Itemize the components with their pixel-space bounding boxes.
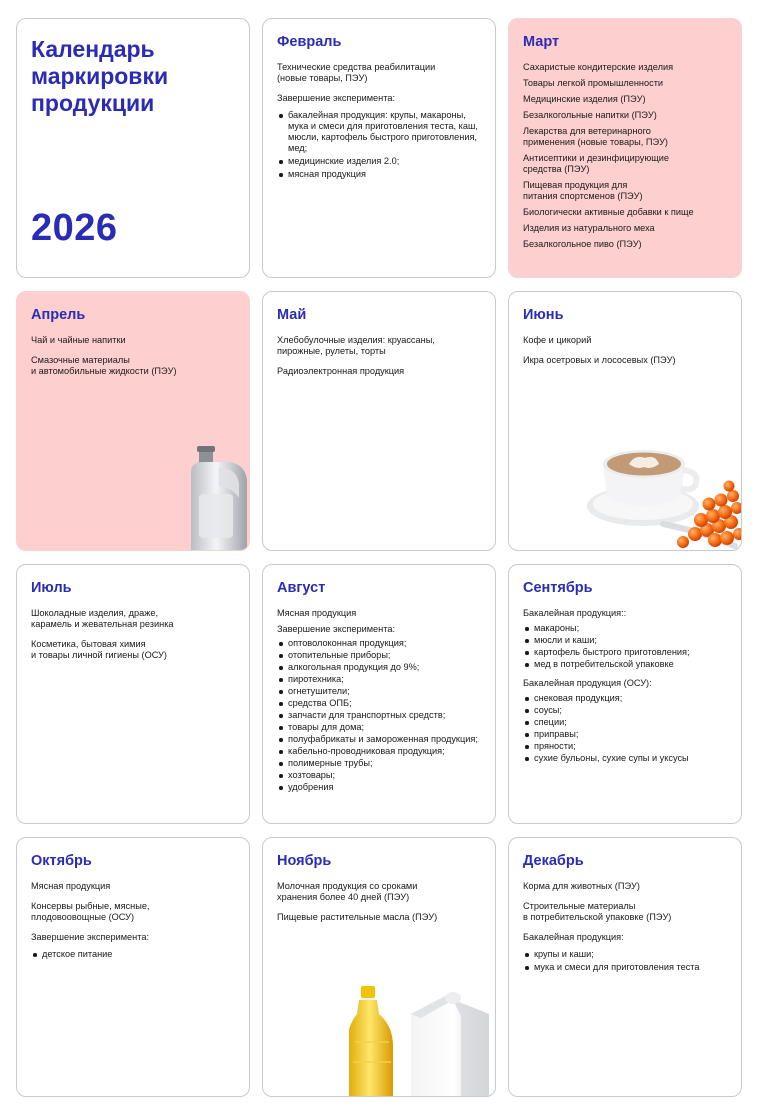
month-content (523, 881, 729, 973)
item-text: Завершение эксперимента: (277, 93, 396, 103)
list-item: алкогольная продукция до 9%; (277, 662, 483, 673)
month-content (31, 608, 237, 661)
list-item: мясная продукция (277, 169, 483, 180)
month-card-may (262, 291, 496, 551)
month-title: Июнь (523, 307, 564, 323)
item-text: Кофе и цикорий (523, 335, 592, 345)
item-text: Шоколадные изделия, драже, карамель и жевательная резинка (31, 608, 174, 629)
month-card-november (262, 837, 496, 1097)
list-item: детское питание (31, 949, 237, 960)
month-content (277, 608, 483, 793)
month-content (277, 335, 483, 377)
page-title: Календарь маркировки продукции (31, 36, 169, 116)
month-content (31, 335, 237, 377)
item-text: Завершение эксперимента: (31, 932, 150, 942)
month-title: Ноябрь (277, 853, 332, 869)
item-text: Бакалейная продукция (ОСУ): (523, 678, 652, 688)
item-text: Биологически активные добавки к пище (523, 207, 694, 217)
list-item: отопительные приборы; (277, 650, 483, 661)
item-text: Смазочные материалы и автомобильные жидкости (ПЭУ) (31, 355, 177, 376)
list-item: полуфабрикаты и замороженная продукция; (277, 734, 483, 745)
month-content (277, 62, 483, 180)
month-title: Август (277, 580, 326, 596)
list-item: кабельно-проводниковая продукция; (277, 746, 483, 757)
list-item: сухие бульоны, сухие супы и уксусы (523, 753, 729, 764)
month-card-february (262, 18, 496, 278)
item-text: Молочная продукция со сроками хранения более 40 дней (ПЭУ) (277, 881, 418, 902)
month-title: Май (277, 307, 307, 323)
list-item: товары для дома; (277, 722, 483, 733)
list-item: средства ОПБ; (277, 698, 483, 709)
list-item: приправы; (523, 729, 729, 740)
bullet-list (523, 623, 729, 670)
month-card-april (16, 291, 250, 551)
list-item: макароны; (523, 623, 729, 634)
item-text: Безалкогольное пиво (ПЭУ) (523, 239, 642, 249)
list-item: медицинские изделия 2.0; (277, 156, 483, 167)
year-label: 2026 (31, 207, 118, 249)
list-item: мюсли и каши; (523, 635, 729, 646)
item-text: Хлебобулочные изделия: круассаны, пирожные, рулеты, торты (277, 335, 435, 356)
item-text: Пищевая продукция для питания спортсменов (ПЭУ) (523, 180, 643, 201)
item-text: Консервы рыбные, мясные, плодовоовощные (ОСУ) (31, 901, 150, 922)
item-text: Мясная продукция (277, 608, 357, 618)
item-text: Безалкогольные напитки (ПЭУ) (523, 110, 657, 120)
list-item: мед в потребительской упаковке (523, 659, 729, 670)
list-item: картофель быстрого приготовления; (523, 647, 729, 658)
month-content (523, 62, 729, 250)
item-text: Товары легкой промышленности (523, 78, 664, 88)
list-item: специи; (523, 717, 729, 728)
calendar-grid (16, 18, 742, 1097)
title-card (16, 18, 250, 278)
item-text: Завершение эксперимента: (277, 624, 396, 634)
item-text: Строительные материалы в потребительской упаковке (ПЭУ) (523, 901, 672, 922)
list-item: удобрения (277, 782, 483, 793)
list-item: запчасти для транспортных средств; (277, 710, 483, 721)
bullet-list (31, 949, 237, 960)
list-item: полимерные трубы; (277, 758, 483, 769)
list-item: снековая продукция; (523, 693, 729, 704)
month-title: Апрель (31, 307, 86, 323)
month-content (523, 335, 729, 366)
list-item: пиротехника; (277, 674, 483, 685)
list-item: хозтовары; (277, 770, 483, 781)
month-content (31, 881, 237, 960)
item-text: Лекарства для ветеринарного применения (новые товары, ПЭУ) (523, 126, 668, 147)
month-title: Сентябрь (523, 580, 593, 596)
month-title: Декабрь (523, 853, 584, 869)
item-text: Чай и чайные напитки (31, 335, 126, 345)
list-item: крупы и каши; (523, 949, 729, 960)
month-content (277, 881, 483, 923)
item-text: Медицинские изделия (ПЭУ) (523, 94, 646, 104)
bullet-list (523, 693, 729, 764)
month-card-july (16, 564, 250, 824)
item-text: Пищевые растительные масла (ПЭУ) (277, 912, 438, 922)
bullet-list (523, 949, 729, 973)
list-item: бакалейная продукция: крупы, макароны, мука и смеси для приготовления теста, каш, мюсли, картофель быстрого приготовления, мед; (277, 110, 483, 154)
month-card-october (16, 837, 250, 1097)
item-text: Сахаристые кондитерские изделия (523, 62, 674, 72)
item-text: Бакалейная продукция: (523, 932, 624, 942)
oil-canister-icon (185, 442, 250, 551)
item-text: Радиоэлектронная продукция (277, 366, 405, 376)
month-title: Октябрь (31, 853, 92, 869)
coffee-cup-caviar-icon (585, 434, 742, 551)
month-title: Март (523, 34, 560, 50)
item-text: Косметика, бытовая химия и товары личной гигиены (ОСУ) (31, 639, 167, 660)
item-text: Изделия из натурального меха (523, 223, 655, 233)
month-card-march (508, 18, 742, 278)
bullet-list (277, 110, 483, 180)
bullet-list (277, 638, 483, 793)
oil-bottle-milk-carton-icon (349, 986, 496, 1097)
month-title: Февраль (277, 34, 342, 50)
item-text: Технические средства реабилитации (новые товары, ПЭУ) (277, 62, 436, 83)
month-card-december (508, 837, 742, 1097)
month-card-september (508, 564, 742, 824)
month-card-august (262, 564, 496, 824)
list-item: соусы; (523, 705, 729, 716)
list-item: пряности; (523, 741, 729, 752)
month-content (523, 608, 729, 764)
item-text: Бакалейная продукция:: (523, 608, 627, 618)
item-text: Корма для животных (ПЭУ) (523, 881, 640, 891)
list-item: оптоволоконная продукция; (277, 638, 483, 649)
list-item: мука и смеси для приготовления теста (523, 962, 729, 973)
list-item: огнетушители; (277, 686, 483, 697)
item-text: Икра осетровых и лососевых (ПЭУ) (523, 355, 676, 365)
item-text: Антисептики и дезинфицирующие средства (ПЭУ) (523, 153, 670, 174)
month-card-june (508, 291, 742, 551)
item-text: Мясная продукция (31, 881, 111, 891)
month-title: Июль (31, 580, 72, 596)
